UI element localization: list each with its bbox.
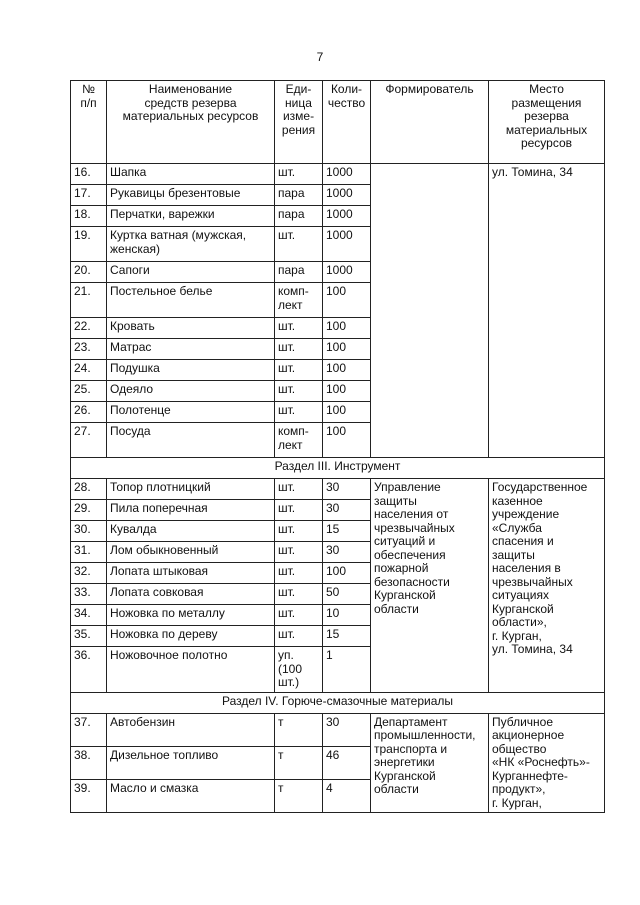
header-row bbox=[71, 81, 605, 164]
row-quantity: 15 bbox=[323, 521, 371, 542]
row-number: 25. bbox=[71, 381, 107, 402]
row-number: 16. bbox=[71, 164, 107, 185]
former-cell: Управление защиты населения от чрезвычайных ситуаций и обеспечения пожарной безопасности Курганской области bbox=[371, 479, 489, 693]
row-unit: уп. (100 шт.) bbox=[275, 647, 323, 693]
row-name: Топор плотницкий bbox=[107, 479, 275, 500]
row-name: Пила поперечная bbox=[107, 500, 275, 521]
row-unit: шт. bbox=[275, 381, 323, 402]
row-unit: шт. bbox=[275, 605, 323, 626]
row-name: Масло и смазка bbox=[107, 779, 275, 812]
row-name: Лопата штыковая bbox=[107, 563, 275, 584]
row-quantity: 100 bbox=[323, 318, 371, 339]
row-name: Кувалда bbox=[107, 521, 275, 542]
reserve-table bbox=[70, 80, 605, 813]
row-number: 32. bbox=[71, 563, 107, 584]
table-row bbox=[71, 479, 605, 500]
section-row bbox=[71, 692, 605, 713]
row-number: 35. bbox=[71, 626, 107, 647]
row-name: Куртка ватная (мужская, женская) bbox=[107, 227, 275, 262]
row-unit: шт. bbox=[275, 318, 323, 339]
row-number: 22. bbox=[71, 318, 107, 339]
row-number: 20. bbox=[71, 262, 107, 283]
row-unit: шт. bbox=[275, 479, 323, 500]
header-place: Место размещения резерва материальных ресурсов bbox=[489, 81, 605, 164]
section-title-instruments: Раздел III. Инструмент bbox=[71, 458, 605, 479]
row-unit: шт. bbox=[275, 563, 323, 584]
row-name: Полотенце bbox=[107, 402, 275, 423]
row-unit: комп- лект bbox=[275, 423, 323, 458]
row-quantity: 30 bbox=[323, 542, 371, 563]
header-former: Формирователь bbox=[371, 81, 489, 164]
row-number: 27. bbox=[71, 423, 107, 458]
page-number: 7 bbox=[316, 50, 324, 64]
row-name: Кровать bbox=[107, 318, 275, 339]
row-unit: шт. bbox=[275, 584, 323, 605]
row-name: Постельное белье bbox=[107, 283, 275, 318]
row-name: Посуда bbox=[107, 423, 275, 458]
place-cell: ул. Томина, 34 bbox=[489, 164, 605, 458]
row-number: 18. bbox=[71, 206, 107, 227]
row-number: 29. bbox=[71, 500, 107, 521]
row-quantity: 50 bbox=[323, 584, 371, 605]
row-unit: шт. bbox=[275, 164, 323, 185]
former-cell: Департамент промышленности, транспорта и энергетики Курганской области bbox=[371, 713, 489, 813]
row-unit: пара bbox=[275, 185, 323, 206]
row-quantity: 100 bbox=[323, 360, 371, 381]
row-name: Ножовка по дереву bbox=[107, 626, 275, 647]
row-number: 26. bbox=[71, 402, 107, 423]
header-quantity: Коли- чество bbox=[323, 81, 371, 164]
row-quantity: 4 bbox=[323, 779, 371, 812]
row-unit: шт. bbox=[275, 521, 323, 542]
row-quantity: 100 bbox=[323, 283, 371, 318]
row-quantity: 30 bbox=[323, 479, 371, 500]
row-number: 17. bbox=[71, 185, 107, 206]
row-number: 37. bbox=[71, 713, 107, 746]
row-name: Матрас bbox=[107, 339, 275, 360]
row-unit: пара bbox=[275, 206, 323, 227]
row-unit: комп- лект bbox=[275, 283, 323, 318]
row-name: Автобензин bbox=[107, 713, 275, 746]
row-name: Одеяло bbox=[107, 381, 275, 402]
row-quantity: 100 bbox=[323, 339, 371, 360]
row-unit: шт. bbox=[275, 500, 323, 521]
row-name: Подушка bbox=[107, 360, 275, 381]
section-title-fuels: Раздел IV. Горюче-смазочные материалы bbox=[71, 692, 605, 713]
row-quantity: 1000 bbox=[323, 227, 371, 262]
row-unit: шт. bbox=[275, 542, 323, 563]
row-name: Перчатки, варежки bbox=[107, 206, 275, 227]
row-quantity: 100 bbox=[323, 423, 371, 458]
place-cell: Публичное акционерное общество «НК «Роснефть»- Курганнефте- продукт», г. Курган, bbox=[489, 713, 605, 813]
row-number: 39. bbox=[71, 779, 107, 812]
row-unit: шт. bbox=[275, 626, 323, 647]
row-quantity: 30 bbox=[323, 713, 371, 746]
row-unit: шт. bbox=[275, 360, 323, 381]
row-number: 34. bbox=[71, 605, 107, 626]
row-number: 23. bbox=[71, 339, 107, 360]
row-quantity: 1000 bbox=[323, 185, 371, 206]
row-number: 19. bbox=[71, 227, 107, 262]
row-quantity: 1000 bbox=[323, 164, 371, 185]
row-quantity: 15 bbox=[323, 626, 371, 647]
header-name: Наименование средств резерва материальных ресурсов bbox=[107, 81, 275, 164]
row-quantity: 1000 bbox=[323, 262, 371, 283]
row-number: 38. bbox=[71, 746, 107, 779]
row-name: Дизельное топливо bbox=[107, 746, 275, 779]
row-unit: шт. bbox=[275, 339, 323, 360]
row-number: 36. bbox=[71, 647, 107, 693]
section-row bbox=[71, 458, 605, 479]
row-name: Ножовка по металлу bbox=[107, 605, 275, 626]
row-quantity: 10 bbox=[323, 605, 371, 626]
row-number: 28. bbox=[71, 479, 107, 500]
place-cell: Государственное казенное учреждение «Служба спасения и защиты населения в чрезвычайных ситуациях Курганской области», г. Курган, ул. Томина, 34 bbox=[489, 479, 605, 693]
row-number: 21. bbox=[71, 283, 107, 318]
table-row bbox=[71, 713, 605, 746]
row-unit: т bbox=[275, 713, 323, 746]
row-quantity: 46 bbox=[323, 746, 371, 779]
row-name: Шапка bbox=[107, 164, 275, 185]
row-quantity: 1 bbox=[323, 647, 371, 693]
row-unit: шт. bbox=[275, 227, 323, 262]
row-number: 24. bbox=[71, 360, 107, 381]
row-quantity: 1000 bbox=[323, 206, 371, 227]
row-quantity: 100 bbox=[323, 563, 371, 584]
row-name: Лопата совковая bbox=[107, 584, 275, 605]
row-unit: пара bbox=[275, 262, 323, 283]
row-unit: шт. bbox=[275, 402, 323, 423]
table-row bbox=[71, 164, 605, 185]
row-name: Лом обыкновенный bbox=[107, 542, 275, 563]
row-quantity: 30 bbox=[323, 500, 371, 521]
row-number: 31. bbox=[71, 542, 107, 563]
row-name: Ножовочное полотно bbox=[107, 647, 275, 693]
row-quantity: 100 bbox=[323, 402, 371, 423]
header-unit: Еди- ница изме- рения bbox=[275, 81, 323, 164]
row-number: 33. bbox=[71, 584, 107, 605]
header-number: № п/п bbox=[71, 81, 107, 164]
row-name: Сапоги bbox=[107, 262, 275, 283]
row-unit: т bbox=[275, 746, 323, 779]
row-number: 30. bbox=[71, 521, 107, 542]
former-cell bbox=[371, 164, 489, 458]
row-unit: т bbox=[275, 779, 323, 812]
row-name: Рукавицы брезентовые bbox=[107, 185, 275, 206]
row-quantity: 100 bbox=[323, 381, 371, 402]
